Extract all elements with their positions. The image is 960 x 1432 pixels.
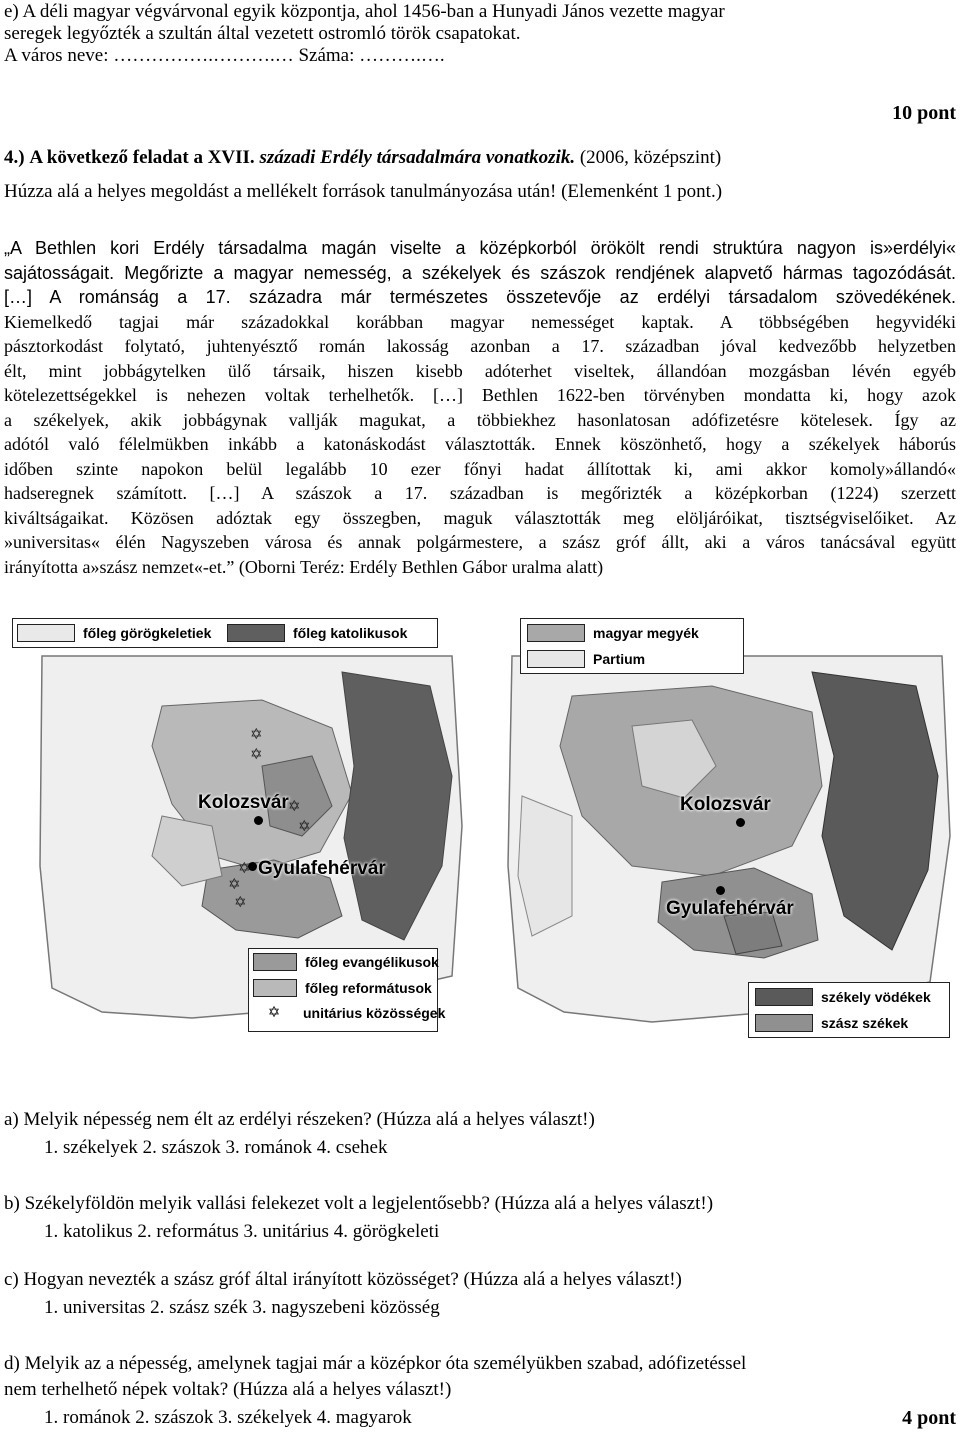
right-legend-bottom: [748, 982, 950, 1038]
right-legend-item-4: [755, 1014, 908, 1032]
source-line: hadseregnek számított. […] A szászok a 17. században is megőrizték a középkorban (1224) szerzett: [4, 483, 956, 503]
source-line: Kiemelkedő tagjai már századokkal korábban magyar nemességet kaptak. A többségében hegyvidéki: [4, 311, 956, 332]
left-legend-item-2: [227, 624, 407, 642]
right-legend-item-3: [755, 988, 931, 1006]
star-of-david-icon: ✡: [267, 1005, 281, 1021]
right-city-gyulafehervar: Gyulafehérvár: [666, 898, 794, 919]
answers-d: 1. románok 2. szászok 3. székelyek 4. magyarok: [44, 1407, 412, 1428]
legend-label: székely vödékek: [821, 989, 931, 1005]
question-b: b) Székelyföldön melyik vallási felekezet volt a legjelentősebb? (Húzza alá a helyes választ!): [4, 1193, 714, 1214]
task-title-bold: A következő feladat a XVII.: [29, 147, 255, 168]
right-city-dot-kolozsvar: [736, 818, 745, 827]
source-line: a székelyek, akik jobbágynak vallják magukat, a többiekhez hasonlatosan adófizetésre kötelesek. Így az: [4, 409, 956, 430]
source-line: adótól való félelmükben inkább a katonáskodást választották. Ennek köszönhető, hogy a székelyek háborús: [4, 434, 956, 454]
left-city-gyulafehervar: Gyulafehérvár: [258, 858, 386, 879]
source-line: […] A románság a 17. századra már természetes összetevője az erdélyi társadalom szövedékének.: [4, 287, 956, 307]
star-of-david-icon: ✡: [238, 861, 251, 877]
source-line: kötelezettségekkel is nehezen voltak terhelhetők. […] Bethlen 1622-ben törvényben mondatta ki, hogy azok: [4, 385, 956, 405]
legend-label: főleg görögkeletiek: [83, 625, 212, 641]
left-legend-top: [12, 618, 438, 648]
source-line: időben szinte napokon belül legalább 10 ezer főnyi hadat állítottak ki, ami akkor komoly»állandó«: [4, 458, 956, 479]
legend-label: unitárius közösségek: [303, 1005, 446, 1021]
question-c: c) Hogyan nevezték a szász gróf által irányított közösséget? (Húzza alá a helyes választ!): [4, 1269, 682, 1290]
swatch-szekely: [755, 988, 813, 1006]
points-final: 4 pont: [902, 1407, 956, 1429]
task-number: 4.): [4, 147, 25, 168]
swatch-reformatus: [253, 979, 297, 997]
answers-c: 1. universitas 2. szász szék 3. nagyszebeni közösség: [44, 1297, 440, 1318]
legend-label: Partium: [593, 651, 646, 667]
left-legend-bottom: [248, 948, 446, 1032]
left-city-dot-kolozsvar: [254, 816, 263, 825]
source-line: „A Bethlen kori Erdély társadalma magán viselte a középkorból örökölt rendi struktúra nagyon is»erdélyi«: [4, 238, 956, 258]
task-title-bold-italic: századi Erdély társadalmára vonatkozik.: [259, 147, 576, 168]
right-map: [508, 656, 950, 1022]
intro-line-3: A város neve: …………….……….… Száma: ……….….: [4, 45, 445, 66]
swatch-partium: [527, 650, 585, 668]
answers-b: 1. katolikus 2. református 3. unitárius 4. görögkeleti: [44, 1221, 440, 1242]
source-line: »universitas« élén Nagyszeben városa és annak polgármestere, a szász gróf állt, aki a város tanácsával együtt: [4, 532, 956, 552]
star-of-david-icon: ✡: [250, 747, 263, 763]
left-legend-item-1: [17, 624, 211, 642]
legend-label: főleg reformátusok: [305, 980, 432, 996]
legend-label: magyar megyék: [593, 625, 699, 641]
swatch-magyar-megyek: [527, 624, 585, 642]
star-of-david-icon: ✡: [234, 895, 247, 911]
legend-label: szász székek: [821, 1015, 909, 1031]
intro-line-2: seregek legyőzték a szultán által vezetett ostromló török csapatokat.: [4, 23, 521, 44]
maps-figure: [12, 616, 960, 1060]
legend-label: főleg katolikusok: [293, 625, 408, 641]
left-city-kolozsvar: Kolozsvár: [198, 792, 289, 813]
question-d-line-1: d) Melyik az a népesség, amelynek tagjai már a középkor óta személyükben szabad, adófizetéssel: [4, 1353, 747, 1374]
left-legend-item-4: [253, 979, 432, 997]
task-heading: [4, 146, 960, 170]
source-line: irányította a»szász nemzet«-et.” (Oborni Teréz: Erdély Bethlen Gábor uralma alatt): [4, 556, 604, 577]
right-legend-item-2: [527, 650, 645, 668]
question-d-line-2: nem terhelhető népek voltak? (Húzza alá a helyes választ!): [4, 1379, 452, 1400]
points-total: 10 pont: [892, 102, 956, 124]
swatch-szasz: [755, 1014, 813, 1032]
answers-a: 1. székelyek 2. szászok 3. románok 4. csehek: [44, 1137, 388, 1158]
right-city-kolozsvar: Kolozsvár: [680, 794, 771, 815]
star-of-david-icon: ✡: [228, 877, 241, 893]
right-legend-top: [520, 618, 744, 674]
source-line: pásztorkodást folytató, juhtenyésztő román lakosság azonban a 17. században jóval kedvezőbb helyzetben: [4, 336, 956, 356]
source-line: kiváltságaikat. Közösen adóztak egy összegben, maguk választották meg elöljáróikat, tisztségviselőiket. Az: [4, 507, 956, 528]
left-legend-item-3: [253, 953, 439, 971]
question-a: a) Melyik népesség nem élt az erdélyi részeken? (Húzza alá a helyes választ!): [4, 1109, 595, 1130]
task-title-rest: (2006, középszint): [575, 147, 722, 168]
legend-label: főleg evangélikusok: [305, 954, 439, 970]
star-of-david-icon: ✡: [250, 727, 263, 743]
task-instruction: Húzza alá a helyes megoldást a mellékelt források tanulmányozása után! (Elemenként 1 pont.): [4, 181, 723, 202]
right-city-dot-gyulafehervar: [716, 886, 725, 895]
swatch-evangelikus: [253, 953, 297, 971]
intro-line-1: e) A déli magyar végvárvonal egyik központja, ahol 1456-ban a Hunyadi János vezette magyar: [4, 1, 725, 22]
right-legend-item-1: [527, 624, 699, 642]
star-of-david-icon: ✡: [288, 799, 301, 815]
swatch-gorogkeleti: [17, 624, 75, 642]
source-line: sajátosságait. Megőrizte a magyar nemesség, a székelyek és szászok rendjének alapvető hármas tagozódását.: [4, 262, 956, 283]
left-legend-item-5: [253, 1005, 445, 1021]
star-of-david-icon: ✡: [298, 819, 311, 835]
source-line: élt, mint jobbágytelken ülő társaik, hiszen kisebb adóterhet viseltek, állandóan mozgásban lévén egyéb: [4, 360, 956, 381]
swatch-katolikus: [227, 624, 285, 642]
